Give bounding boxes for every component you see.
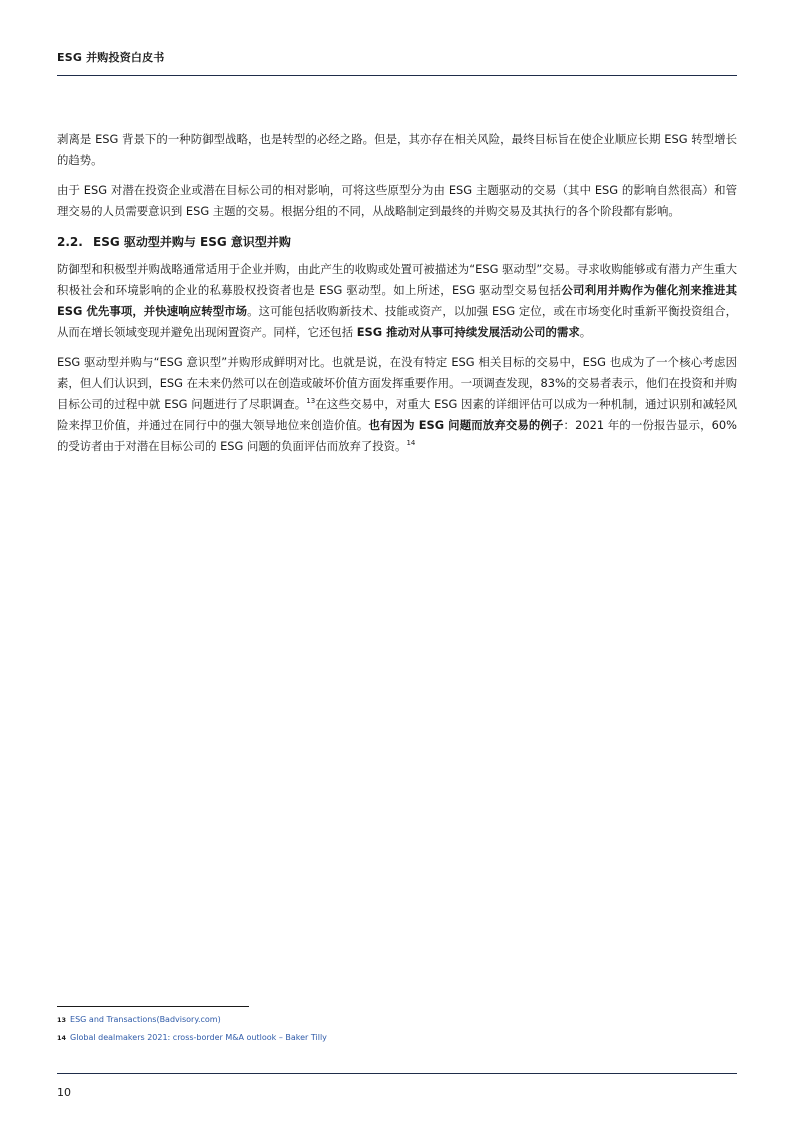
bold-run: 公司利用并购作为催化剂来推进其 ESG 优先事项，并快速响应转型市场 [57,283,737,318]
footnote-number: 13 [57,1016,67,1024]
bold-run: ESG 推动对从事可持续发展活动公司的需求 [356,325,580,339]
footnote-13 [57,1011,327,1029]
text-run: 在这些交易中，对重大 ESG 因素的详细评估可以成为一种机制，通过识别和减轻风险来捍卫价值，并通过在同行中的强大领导地位来创造价值。 [57,397,738,432]
section-heading [57,232,737,252]
paragraph-esg-aware [57,352,737,457]
footnote-number: 14 [57,1034,67,1042]
page-content [57,129,737,466]
text-run: ESG 驱动型并购与“ESG 意识型”并购形成鲜明对比。也就是说，在没有特定 ESG 相关目标的交易中，ESG 也成为了一个核心考虑因素，但人们认识到，ESG 在未来仍然可以在创造或破坏价值方面发挥重要作用。一项调查发现，83%的交易者表示，他们在投资和并购目标公司的过程中就 ESG 问题进行了尽职调查。 [57,355,737,411]
section-title: ESG 驱动型并购与 ESG 意识型并购 [93,235,291,249]
document-header-title: ESG 并购投资白皮书 [57,51,165,64]
footnote-14 [57,1029,327,1047]
footnote-link[interactable]: Global dealmakers 2021: cross-border M&A outlook – Baker Tilly [70,1033,327,1042]
text-run: ：2021 年的一份报告显示，60%的受访者由于对潜在目标公司的 ESG 问题的负面评估而放弃了投资。 [57,418,737,453]
text-run: 。这可能包括收购新技术、技能或资产，以加强 ESG 定位，或在市场变化时重新平衡投资组合，从而在增长领域变现并避免出现闲置资产。同样，它还包括 [57,304,737,339]
section-number: 2.2. [57,235,83,249]
footer-rule [57,1073,737,1074]
header-rule [57,75,737,76]
footnote-link[interactable]: ESG and Transactions(Badvisory.com) [70,1015,221,1024]
paragraph-esg-driven [57,259,737,343]
footnotes [57,1011,327,1047]
footnote-ref-14[interactable]: 14 [406,439,416,447]
footnote-rule [57,1006,249,1007]
text-run: 。 [579,325,592,339]
page-number: 10 [57,1086,71,1099]
paragraph-archetypes: 由于 ESG 对潜在投资企业或潜在目标公司的相对影响，可将这些原型分为由 ESG 主题驱动的交易（其中 ESG 的影响自然很高）和管理交易的人员需要意识到 ESG 主题的交易。根据分组的不同，从战略制定到最终的并购交易及其执行的各个阶段都有影响。 [57,183,737,218]
paragraph-divestment: 剥离是 ESG 背景下的一种防御型战略，也是转型的必经之路。但是，其亦存在相关风险，最终目标旨在使企业顺应长期 ESG 转型增长的趋势。 [57,132,737,167]
bold-run: 也有因为 ESG 问题而放弃交易的例子 [368,418,564,432]
footnote-ref-13[interactable]: 13 [306,397,316,405]
text-run: 防御型和积极型并购战略通常适用于企业并购，由此产生的收购或处置可被描述为“ESG 驱动型”交易。寻求收购能够或有潜力产生重大积极社会和环境影响的企业的私募股权投资者也是 ESG 驱动型。如上所述，ESG 驱动型交易包括 [57,262,737,297]
